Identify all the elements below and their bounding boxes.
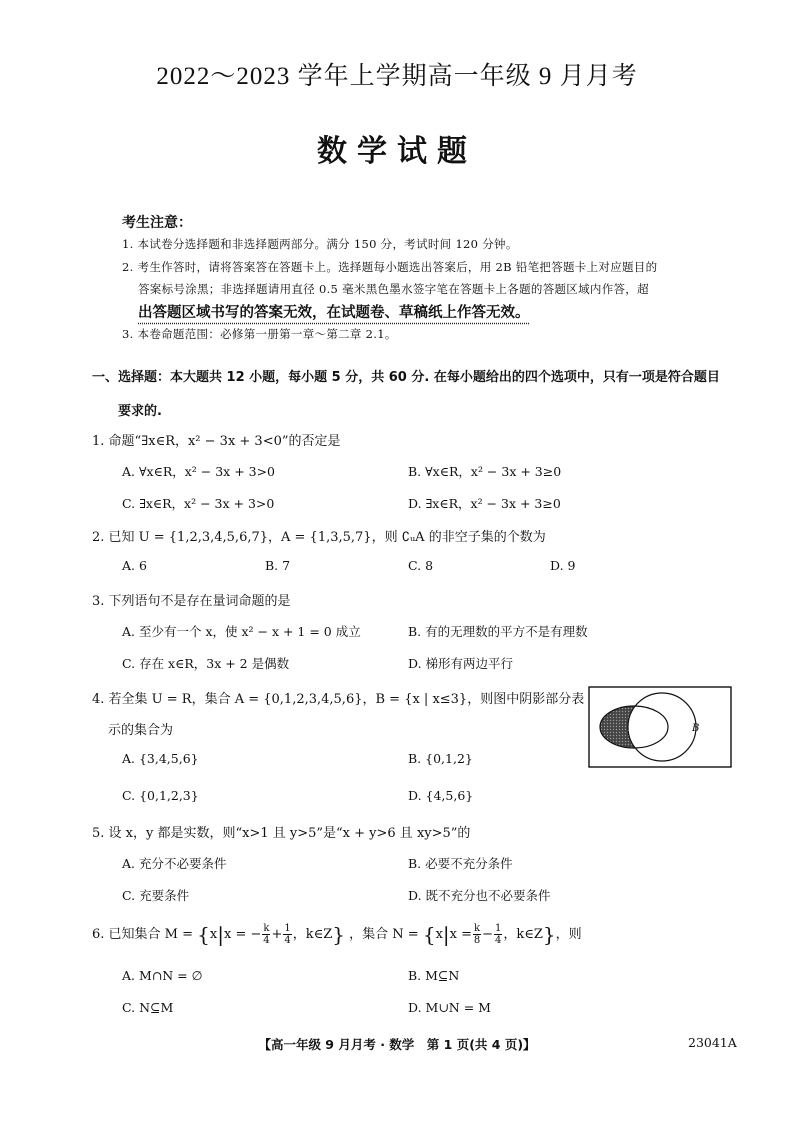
question-6-option-c: C. N⊆M	[122, 1000, 174, 1015]
notice-line-5: 3. 本卷命题范围：必修第一册第一章～第二章 2.1。	[122, 327, 397, 341]
question-6-option-d: D. M∪N = M	[408, 1000, 491, 1015]
left-brace: {	[197, 922, 210, 947]
question-4-option-c: C. {0,1,2,3}	[122, 788, 199, 803]
question-6-option-b: B. M⊆N	[408, 968, 460, 983]
question-3-option-d: D. 梯形有两边平行	[408, 656, 514, 671]
question-5-stem: 5. 设 x，y 都是实数，则“x>1 且 y>5”是“x + y>6 且 xy>5”的	[92, 826, 471, 841]
set-m-tail: ，k∈Z	[292, 927, 333, 942]
set-m-expr: x = −	[223, 927, 262, 942]
subject-title: 数学试题	[317, 134, 477, 169]
notice-line-4: 出答题区域书写的答案无效，在试题卷、草稿纸上作答无效。	[138, 305, 530, 321]
section-1-heading-cont: 要求的.	[118, 404, 162, 419]
question-5-option-a: A. 充分不必要条件	[122, 856, 227, 871]
question-2-option-a: A. 6	[122, 558, 147, 573]
notice-line-1: 1. 本试卷分选择题和非选择题两部分。满分 150 分，考试时间 120 分钟。	[122, 237, 518, 251]
venn-diagram	[588, 686, 732, 768]
question-5-option-d: D. 既不充分也不必要条件	[408, 888, 551, 903]
question-4-option-d: D. {4,5,6}	[408, 788, 474, 803]
question-1-option-b: B. ∀x∈R，x² − 3x + 3≥0	[408, 464, 562, 479]
fraction-k-8: $\frac{k}{8}$	[473, 923, 481, 946]
question-1-option-c: C. ∃x∈R，x² − 3x + 3>0	[122, 496, 275, 511]
right-brace: }	[542, 922, 556, 947]
question-4-option-a: A. {3,4,5,6}	[122, 751, 199, 766]
question-6-stem	[92, 922, 582, 948]
left-brace: {	[422, 922, 436, 947]
question-2-option-c: C. 8	[408, 558, 434, 573]
question-5-option-b: B. 必要不充分条件	[408, 856, 513, 871]
right-brace: }	[332, 922, 345, 947]
question-3-option-b: B. 有的无理数的平方不是有理数	[408, 624, 588, 639]
question-4-stem-cont: 示的集合为	[108, 723, 174, 738]
question-1-stem: 1. 命题“∃x∈R，x² − 3x + 3<0”的否定是	[92, 434, 341, 449]
section-1-heading: 一、选择题：本大题共 12 小题，每小题 5 分，共 60 分. 在每小题给出的四个选项中，只有一项是符合题目	[92, 370, 720, 385]
fraction-k-4: $\frac{k}{4}$	[263, 923, 270, 946]
venn-label-a: A	[629, 723, 637, 734]
question-2-option-b: B. 7	[265, 558, 291, 573]
set-m-var: x	[209, 927, 218, 942]
fraction-1-4: $\frac{1}{4}$	[284, 923, 291, 946]
fraction-1-4: $\frac{1}{4}$	[494, 923, 502, 946]
question-5-option-c: C. 充要条件	[122, 888, 190, 903]
question-6-suffix: ，则	[555, 927, 582, 942]
paper-code: 23041A	[688, 1035, 737, 1050]
set-n-tail: ，k∈Z	[503, 927, 543, 942]
venn-label-b: B	[692, 723, 700, 734]
question-1-option-d: D. ∃x∈R，x² − 3x + 3≥0	[408, 496, 561, 511]
question-1-option-a: A. ∀x∈R，x² − 3x + 3>0	[122, 464, 276, 479]
notice-heading: 考生注意：	[122, 215, 192, 231]
notice-line-3: 答案标号涂黑；非选择题请用直径 0.5 毫米黑色墨水签字笔在答题卡上各题的答题区域内作答，超	[138, 282, 649, 296]
question-4-stem: 4. 若全集 U = R，集合 A = {0,1,2,3,4,5,6}，B = {x | x≤3}，则图中阴影部分表	[92, 692, 585, 707]
exam-title: 2022～2023 学年上学期高一年级 9 月月考	[156, 63, 638, 90]
question-4-option-b: B. {0,1,2}	[408, 751, 473, 766]
set-n-expr: x =	[449, 927, 473, 942]
set-n-var: x	[435, 927, 443, 942]
question-6-mid: ，集合 N =	[349, 927, 419, 942]
question-3-stem: 3. 下列语句不是存在量词命题的是	[92, 594, 291, 609]
minus-sign: −	[482, 927, 493, 942]
question-2-option-d: D. 9	[550, 558, 576, 573]
question-6-prefix: 6. 已知集合 M =	[92, 927, 194, 942]
notice-line-2: 2. 考生作答时，请将答案答在答题卡上。选择题每小题选出答案后，用 2B 铅笔把答题卡上对应题目的	[122, 260, 658, 274]
plus-sign: +	[271, 927, 283, 942]
set-bar: |	[217, 922, 224, 947]
question-3-option-c: C. 存在 x∈R，3x + 2 是偶数	[122, 656, 290, 671]
question-3-option-a: A. 至少有一个 x，使 x² − x + 1 = 0 成立	[122, 624, 361, 639]
page-footer: 【高一年级 9 月月考 · 数学 第 1 页(共 4 页)】	[258, 1037, 536, 1052]
set-bar: |	[442, 922, 450, 947]
question-2-stem: 2. 已知 U = {1,2,3,4,5,6,7}，A = {1,3,5,7}，则 ∁ᵤA 的非空子集的个数为	[92, 530, 546, 545]
question-6-option-a: A. M∩N = ∅	[122, 968, 203, 983]
